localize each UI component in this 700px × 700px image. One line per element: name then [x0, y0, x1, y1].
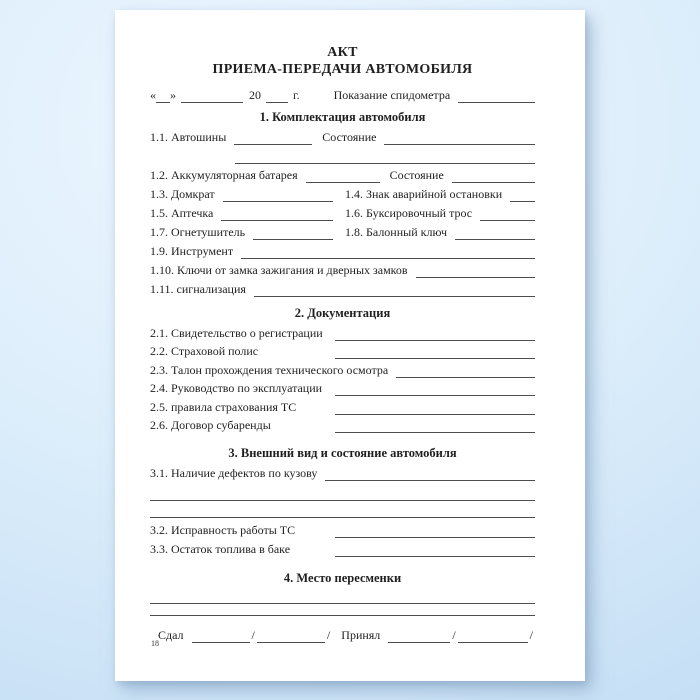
year-prefix: 20	[249, 88, 261, 102]
section-4-heading: 4. Место пересменки	[283, 570, 402, 585]
row-1-6-blank	[480, 207, 535, 221]
row-1-7-label: 1.7. Огнетушитель	[150, 225, 246, 239]
row-1-11-blank	[254, 283, 535, 297]
row-1-1-condition-blank	[384, 131, 535, 145]
form-row-1-9	[150, 240, 535, 259]
row-1-5-blank	[221, 207, 333, 221]
row-1-8-cell	[345, 225, 535, 240]
row-1-8-label: 1.8. Балонный ключ	[345, 225, 447, 239]
row-3-1-continuation-blank-2	[150, 501, 535, 518]
row-1-8-blank	[455, 226, 535, 240]
row-1-2-label2: Состояние	[389, 168, 444, 182]
form-row-1-10	[150, 259, 535, 278]
row-2-4-blank	[335, 382, 535, 396]
form-row-2-6	[150, 415, 535, 434]
signature-row	[150, 624, 535, 643]
row-1-1-blank	[234, 131, 312, 145]
row-1-2-blank	[306, 169, 380, 183]
form-row-1-3-1-4	[150, 183, 535, 202]
row-1-10-label: 1.10. Ключи от замка зажигания и дверных замков	[150, 263, 408, 277]
form-row-1-2	[150, 164, 535, 183]
form-row-1-7-1-8	[150, 221, 535, 240]
odometer-label: Показание спидометра	[333, 88, 451, 102]
odometer-blank	[458, 89, 535, 103]
row-1-3-blank	[223, 188, 333, 202]
received-name-blank	[458, 629, 528, 643]
row-1-5-cell	[150, 206, 333, 221]
slash-1: /	[251, 627, 255, 642]
form-row-1-1-continuation	[150, 145, 535, 164]
row-1-1-continuation-blank	[235, 150, 535, 164]
row-2-2-blank	[335, 345, 535, 359]
form-row-1-11	[150, 278, 535, 297]
handed-name-blank	[257, 629, 325, 643]
row-1-7-blank	[253, 226, 333, 240]
row-3-3-label: 3.3. Остаток топлива в баке	[150, 541, 291, 556]
row-1-1-label2: Состояние	[322, 130, 377, 144]
row-2-1-label: 2.1. Свидетельство о регистрации	[150, 325, 323, 340]
row-1-3-label: 1.3. Домкрат	[150, 187, 215, 201]
section-2-heading: 2. Документация	[294, 306, 391, 320]
row-2-6-label: 2.6. Договор субаренды	[150, 418, 271, 432]
form-row-3-1	[150, 462, 535, 481]
date-odometer-row	[150, 84, 535, 103]
row-1-3-cell	[150, 187, 333, 202]
row-1-4-cell	[345, 187, 535, 202]
close-quote: »	[170, 88, 176, 102]
row-1-6-cell	[345, 206, 535, 221]
page-number: 18	[151, 639, 159, 648]
row-2-1-blank	[335, 327, 535, 341]
open-quote: «	[150, 88, 156, 102]
row-3-1-blank	[325, 467, 535, 481]
row-2-5-blank	[335, 401, 535, 415]
row-2-3-label: 2.3. Талон прохождения технического осмотра	[150, 362, 389, 377]
row-3-1-continuation-blank-1	[150, 481, 535, 501]
section-4-blank-1	[150, 587, 535, 604]
handed-signature-blank	[192, 629, 250, 643]
form-row-2-4	[150, 378, 535, 397]
section-3-heading: 3. Внешний вид и состояние автомобиля	[228, 446, 457, 460]
row-3-2-label: 3.2. Исправность работы ТС	[150, 523, 296, 537]
slash-2: /	[326, 627, 331, 642]
received-label: Принял	[341, 627, 381, 642]
row-1-1-label: 1.1. Автошины	[150, 130, 227, 144]
form-row-1-1	[150, 126, 535, 145]
doc-title-line1: АКТ	[327, 45, 358, 60]
row-1-2-condition-blank	[452, 169, 535, 183]
row-1-6-label: 1.6. Буксировочный трос	[345, 206, 473, 220]
form-row-3-2	[150, 520, 535, 539]
section-1-heading: 1. Комплектация автомобиля	[259, 110, 426, 124]
form-row-2-5	[150, 396, 535, 415]
form-row-1-5-1-6	[150, 202, 535, 221]
row-1-10-blank	[416, 264, 535, 278]
row-3-2-blank	[335, 524, 535, 538]
received-signature-blank	[388, 629, 450, 643]
row-1-9-blank	[241, 245, 535, 259]
row-1-9-label: 1.9. Инструмент	[150, 244, 234, 258]
row-2-3-blank	[396, 364, 535, 378]
year-blank	[266, 89, 288, 103]
row-1-4-label: 1.4. Знак аварийной остановки	[345, 187, 503, 201]
slash-4: /	[529, 627, 533, 642]
row-1-5-label: 1.5. Аптечка	[150, 206, 214, 220]
handed-label: Сдал	[158, 627, 184, 642]
row-1-2-label: 1.2. Аккумуляторная батарея	[150, 168, 298, 182]
form-row-2-2	[150, 341, 535, 360]
row-3-3-blank	[335, 543, 535, 557]
form-row-2-3	[150, 359, 535, 378]
form-row-2-1	[150, 322, 535, 341]
row-2-6-blank	[335, 419, 535, 433]
form-row-3-3	[150, 538, 535, 557]
row-3-1-label: 3.1. Наличие дефектов по кузову	[150, 465, 318, 480]
year-suffix: г.	[293, 88, 300, 102]
row-1-4-blank	[510, 188, 535, 202]
day-blank	[156, 89, 170, 103]
doc-title-line2: ПРИЕМА-ПЕРЕДАЧИ АВТОМОБИЛЯ	[212, 62, 473, 77]
row-2-2-label: 2.2. Страховой полис	[150, 344, 259, 358]
row-1-11-label: 1.11. сигнализация	[150, 282, 246, 296]
section-4-blank-2	[150, 604, 535, 616]
row-1-7-cell	[150, 225, 333, 240]
document-page	[115, 10, 585, 681]
row-2-5-label: 2.5. правила страхования ТС	[150, 399, 297, 414]
month-blank	[181, 89, 243, 103]
row-2-4-label: 2.4. Руководство по эксплуатации	[150, 381, 323, 395]
slash-3: /	[452, 627, 456, 642]
